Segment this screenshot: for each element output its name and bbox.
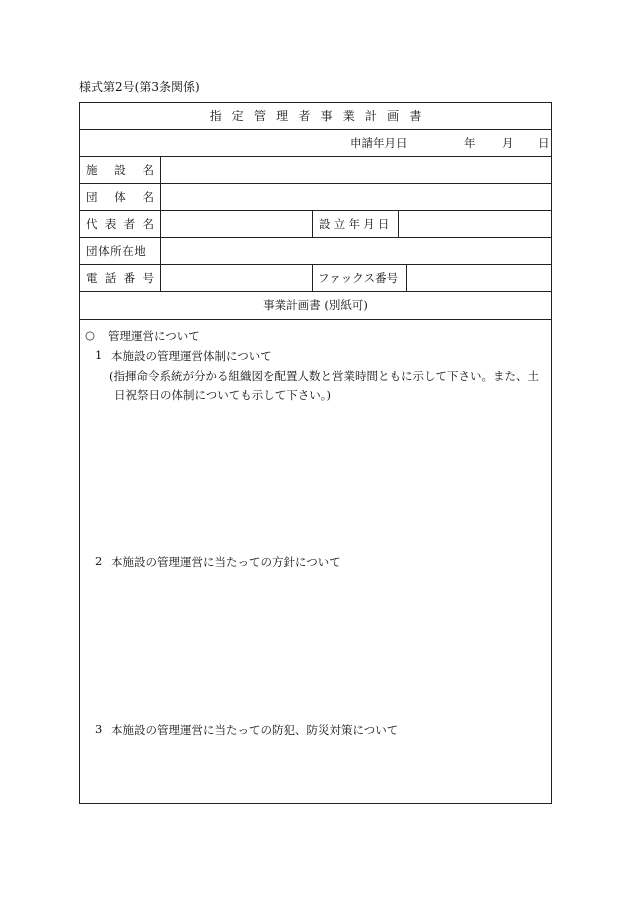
column-divider bbox=[406, 265, 407, 291]
divider bbox=[80, 129, 551, 130]
application-date-label: 申請年月日 bbox=[350, 136, 408, 150]
fax-field[interactable] bbox=[412, 265, 542, 291]
facility-name-field[interactable] bbox=[166, 157, 546, 183]
application-date-day: 日 bbox=[538, 136, 550, 150]
phone-label: 電 話 番 号 bbox=[86, 271, 154, 285]
address-field[interactable] bbox=[166, 238, 546, 264]
column-divider bbox=[312, 265, 313, 291]
representative-field[interactable] bbox=[166, 211, 306, 237]
item-title: 本施設の管理運営体制について bbox=[111, 349, 272, 363]
organization-name-field[interactable] bbox=[166, 184, 546, 210]
column-divider bbox=[398, 211, 399, 237]
item-note: 日祝祭日の体制についても示して下さい。) bbox=[114, 388, 332, 402]
section-marker: ○ bbox=[85, 328, 96, 342]
established-date-field[interactable] bbox=[404, 211, 544, 237]
item-note: (指揮命令系統が分かる組織図を配置人数と営業時間ともに示して下さい。また、土 bbox=[109, 369, 539, 383]
item-number: 3 bbox=[95, 722, 103, 736]
item-title: 本施設の管理運営に当たっての防犯、防災対策について bbox=[111, 723, 399, 737]
column-divider bbox=[312, 211, 313, 237]
form-number: 様式第2号(第3条関係) bbox=[79, 80, 200, 94]
organization-name-label: 団 体 名 bbox=[86, 190, 154, 204]
label-column-divider bbox=[160, 157, 161, 291]
application-date-year: 年 bbox=[464, 136, 476, 150]
application-date-month: 月 bbox=[502, 136, 514, 150]
fax-label: ファックス番号 bbox=[318, 271, 399, 285]
plan-heading: 事業計画書 (別紙可) bbox=[263, 298, 368, 312]
phone-field[interactable] bbox=[166, 265, 306, 291]
divider bbox=[80, 319, 551, 320]
section-title: 管理運営について bbox=[108, 329, 200, 343]
facility-name-label: 施 設 名 bbox=[86, 163, 154, 177]
item-number: 1 bbox=[95, 348, 103, 362]
established-label: 設立年月日 bbox=[319, 217, 393, 231]
item-title: 本施設の管理運営に当たっての方針について bbox=[111, 555, 341, 569]
address-label: 団体所在地 bbox=[86, 244, 147, 258]
item-number: 2 bbox=[95, 554, 103, 568]
business-plan-form bbox=[79, 102, 552, 804]
form-title: 指定管理者事業計画書 bbox=[209, 109, 432, 123]
representative-label: 代 表 者 名 bbox=[86, 217, 154, 231]
